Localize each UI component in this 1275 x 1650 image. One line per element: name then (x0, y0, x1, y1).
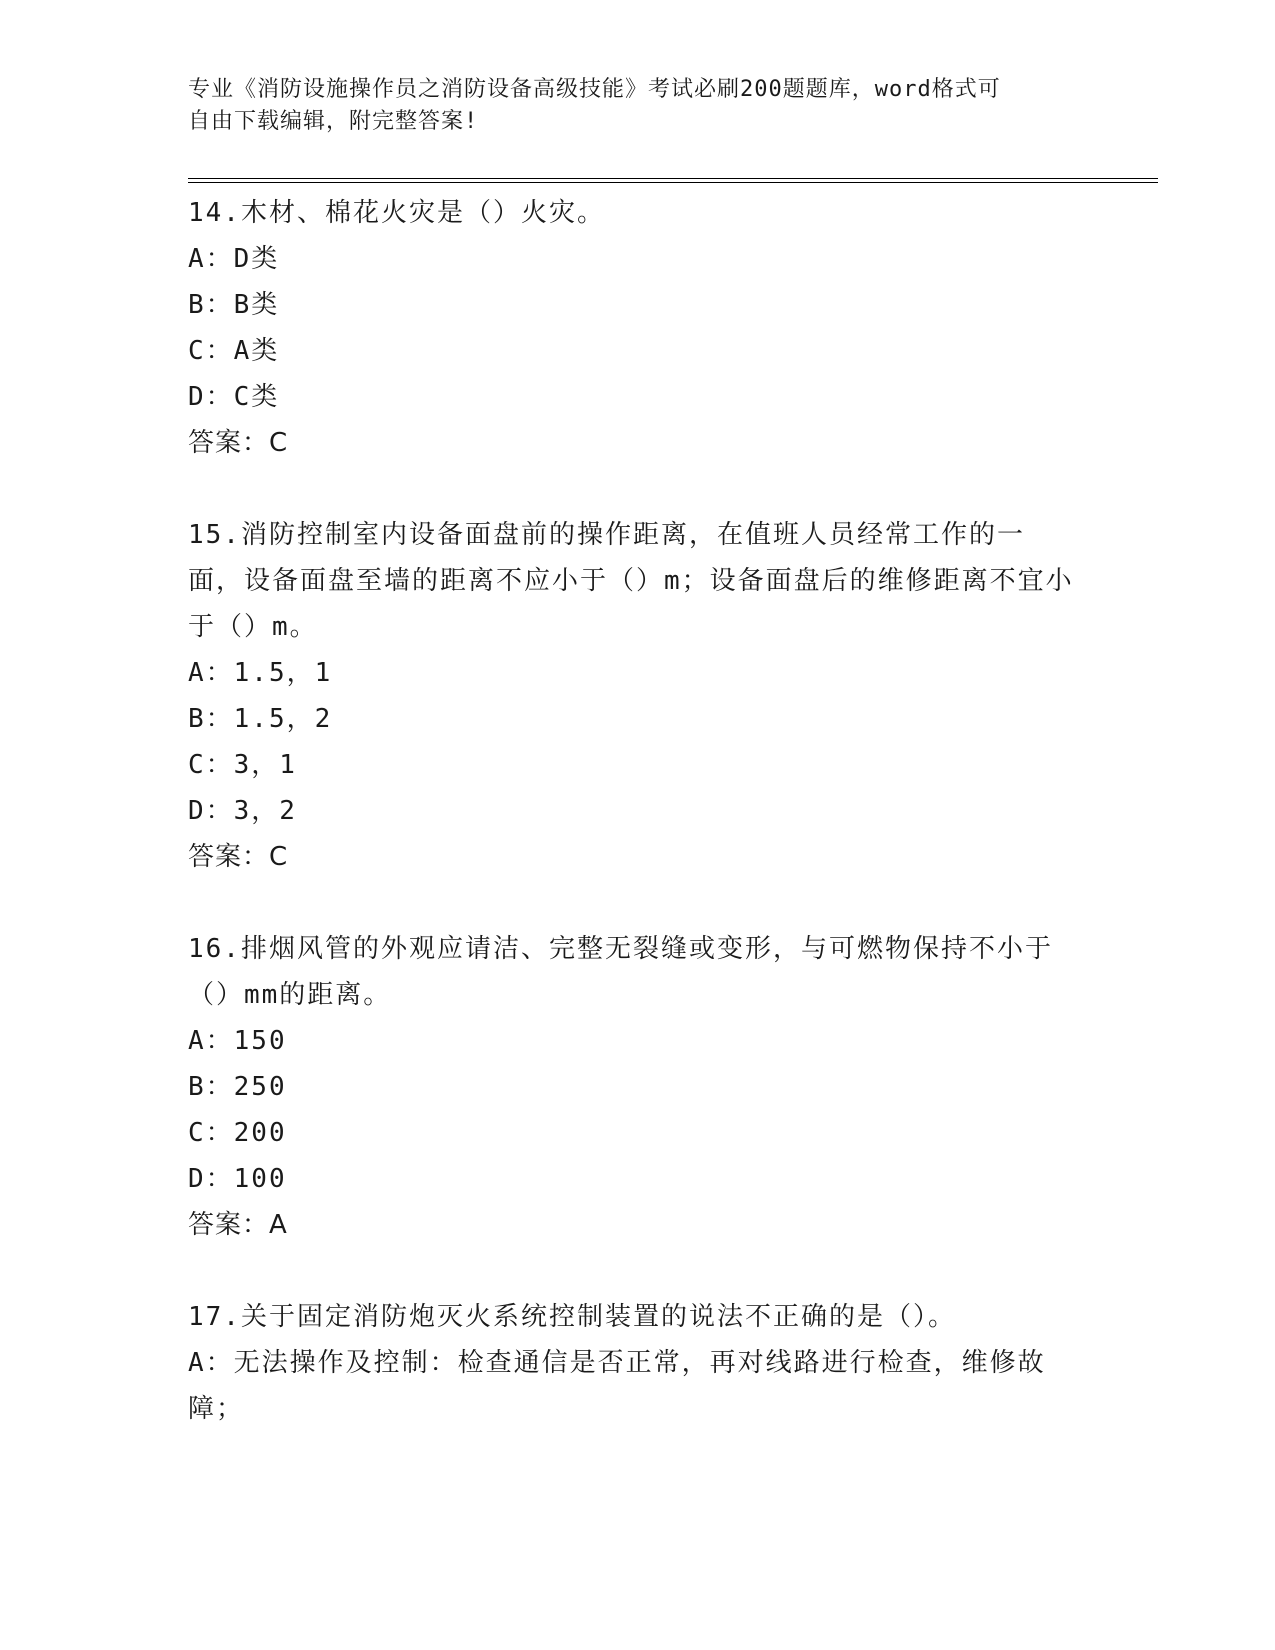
header-line-1: 专业《消防设施操作员之消防设备高级技能》考试必刷200题题库，word格式可 (188, 77, 1001, 102)
option-a: A：D类 (188, 244, 280, 274)
question-14 (188, 190, 1078, 466)
question-stem: 17.关于固定消防炮灭火系统控制装置的说法不正确的是（）。 (188, 1302, 956, 1332)
question-stem: 15.消防控制室内设备面盘前的操作距离，在值班人员经常工作的一面，设备面盘至墙的距离不应小于（）m；设备面盘后的维修距离不宜小于（）m。 (188, 520, 1074, 642)
option-a: A：1.5，1 (188, 658, 333, 688)
answer-line: 答案：C (188, 428, 289, 458)
option-d: D：C类 (188, 382, 280, 412)
document-header (188, 74, 1068, 138)
option-a: A：150 (188, 1026, 287, 1056)
question-stem: 16.排烟风管的外观应请洁、完整无裂缝或变形，与可燃物保持不小于（）mm的距离。 (188, 934, 1053, 1010)
header-divider-bottom (188, 182, 1158, 183)
option-b: B：B类 (188, 290, 280, 320)
question-stem: 14.木材、棉花火灾是（）火灾。 (188, 198, 605, 228)
option-c: C：3，1 (188, 750, 297, 780)
answer-line: 答案：A (188, 1210, 288, 1240)
answer-line: 答案：C (188, 842, 289, 872)
option-d: D：100 (188, 1164, 287, 1194)
question-list (188, 190, 1078, 1478)
question-17 (188, 1294, 1078, 1432)
question-15 (188, 512, 1078, 880)
option-a: A：无法操作及控制：检查通信是否正常，再对线路进行检查，维修故障； (188, 1348, 1046, 1424)
option-b: B：250 (188, 1072, 287, 1102)
option-b: B：1.5，2 (188, 704, 333, 734)
option-c: C：A类 (188, 336, 280, 366)
header-divider-top (188, 178, 1158, 179)
option-d: D：3，2 (188, 796, 297, 826)
header-line-2: 自由下载编辑，附完整答案! (188, 109, 479, 134)
question-16 (188, 926, 1078, 1248)
option-c: C：200 (188, 1118, 287, 1148)
